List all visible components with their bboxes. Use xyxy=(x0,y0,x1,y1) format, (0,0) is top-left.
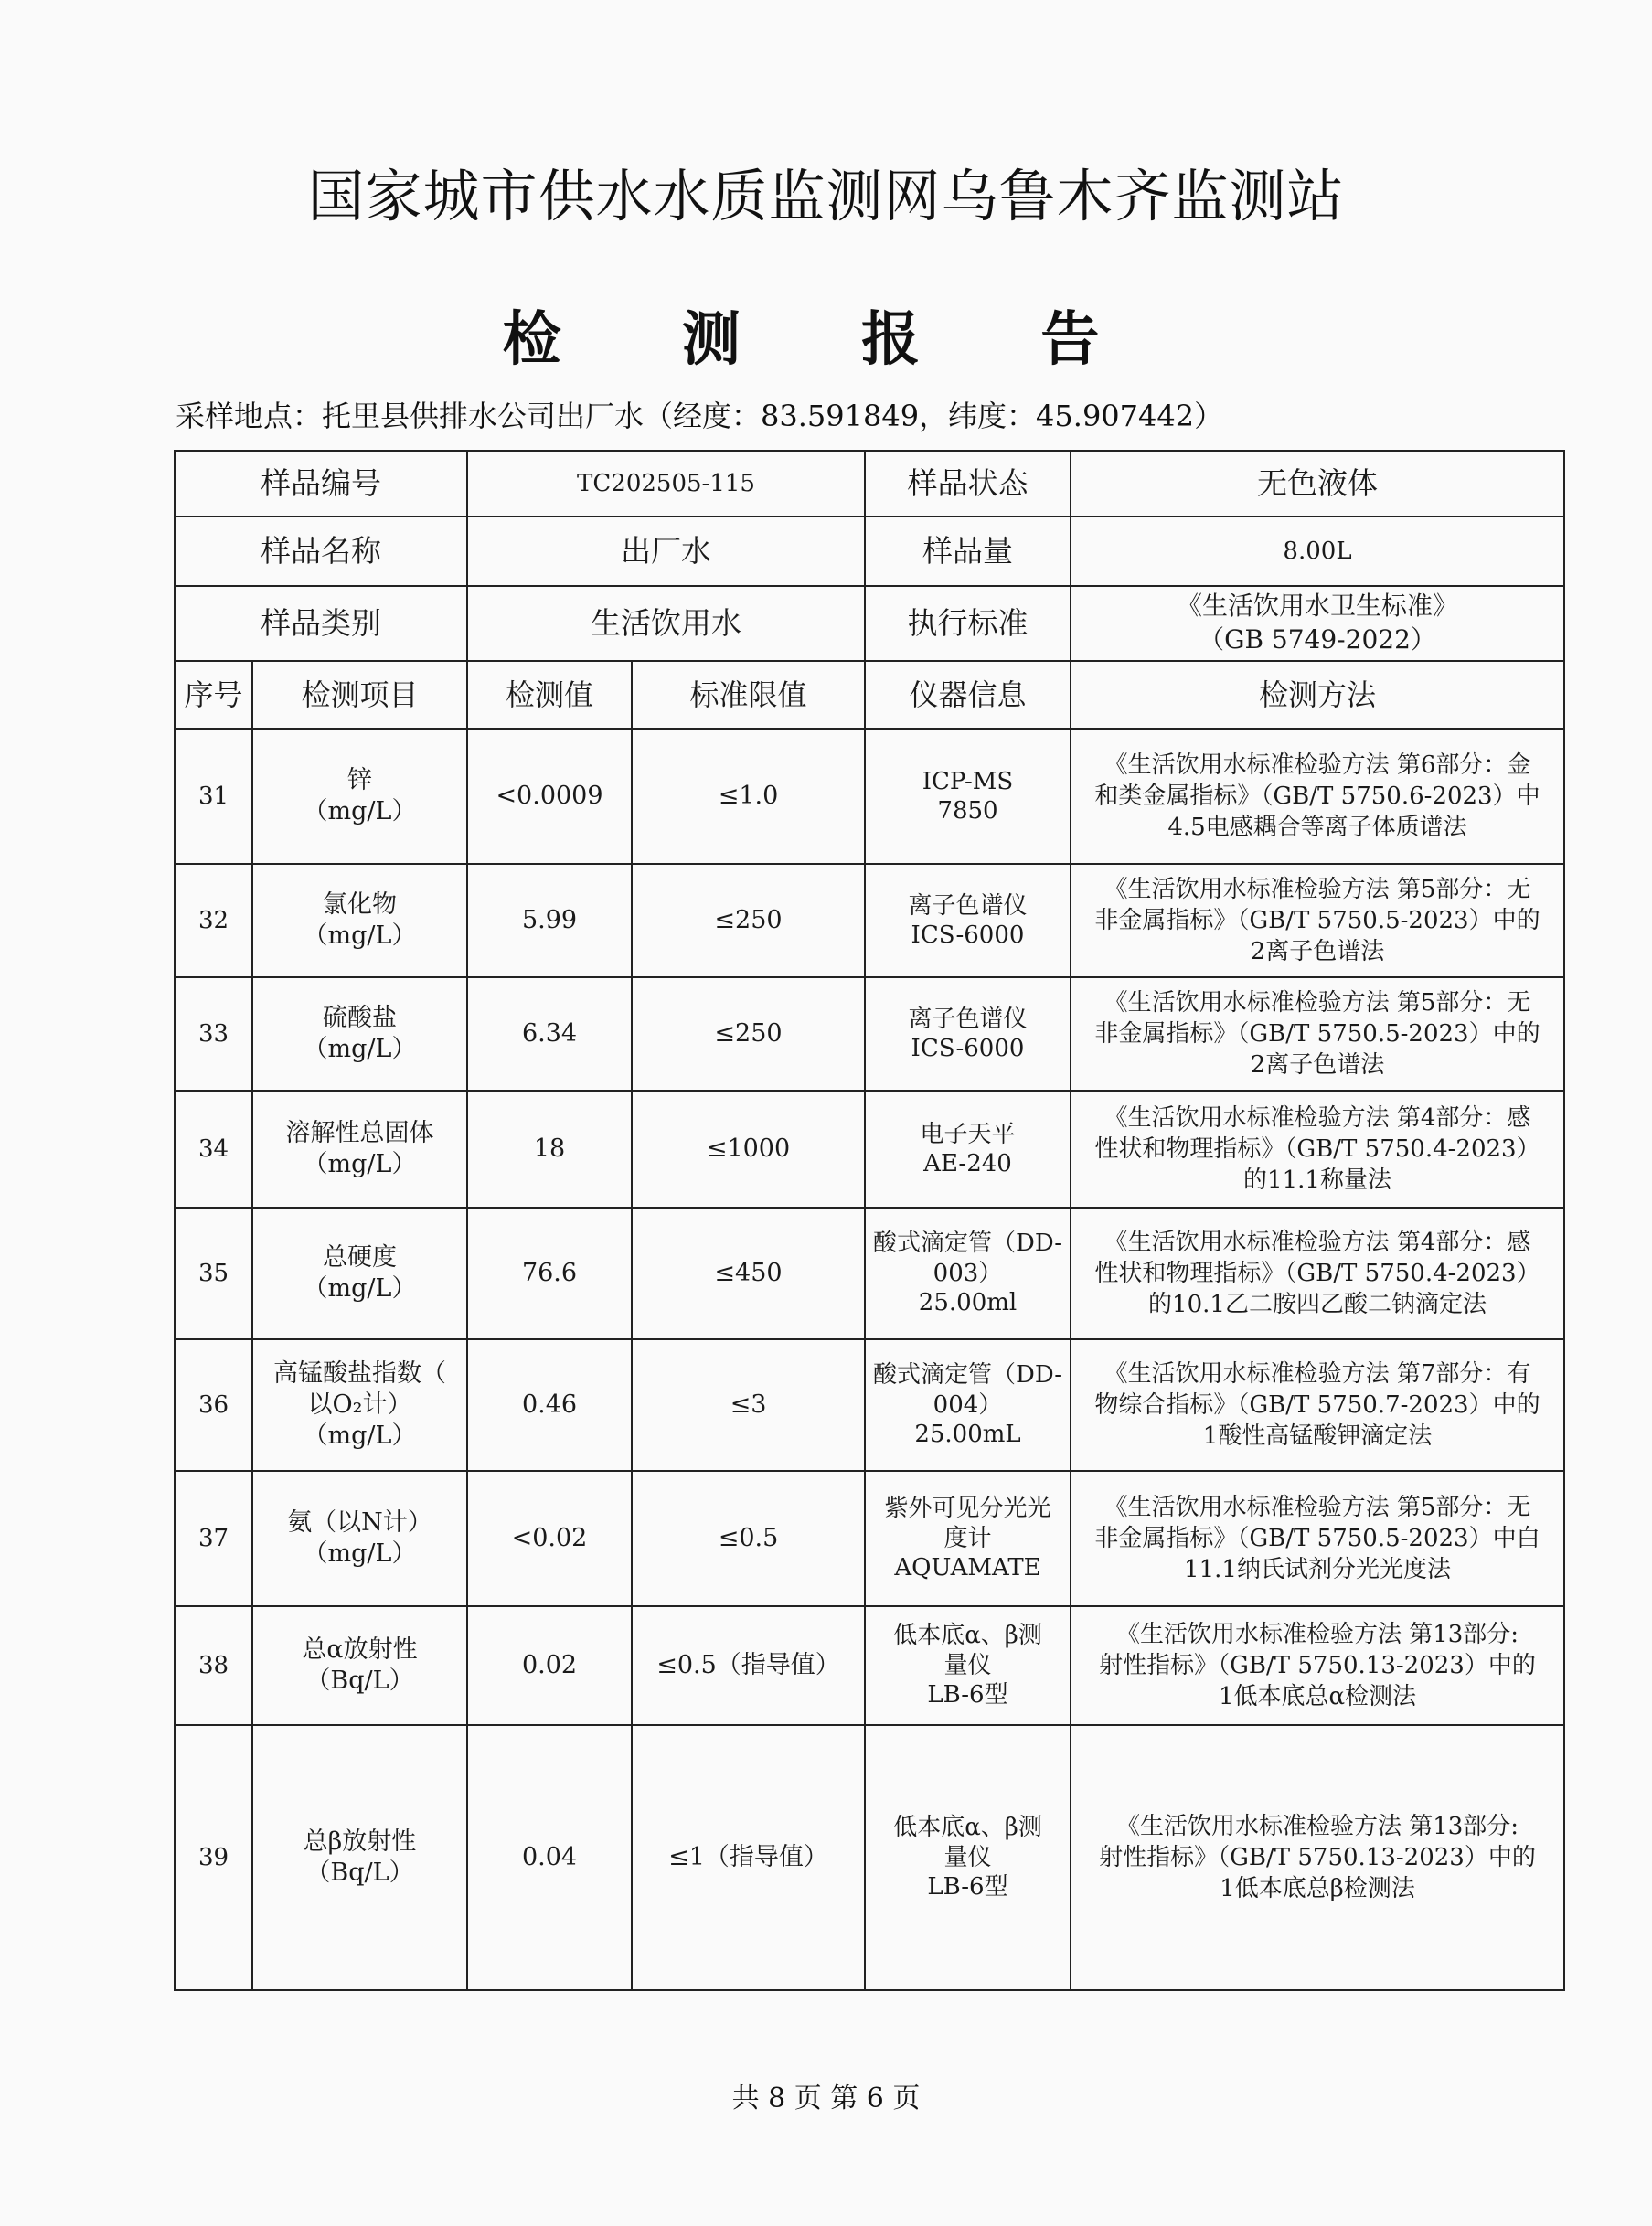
column-header: 检测项目 xyxy=(252,661,467,729)
row-instrument: 酸式滴定管（DD- 004） 25.00mL xyxy=(865,1339,1071,1471)
row-limit: ≤250 xyxy=(632,864,865,977)
row-item: 氨（以N计） （mg/L） xyxy=(252,1471,467,1606)
row-value: <0.02 xyxy=(467,1471,632,1606)
row-number: 31 xyxy=(175,729,252,864)
row-number: 34 xyxy=(175,1091,252,1208)
row-instrument: 酸式滴定管（DD- 003） 25.00ml xyxy=(865,1208,1071,1339)
table-row xyxy=(175,977,1564,1091)
row-instrument: 低本底α、β测 量仪 LB-6型 xyxy=(865,1606,1071,1725)
table-row xyxy=(175,1725,1564,1990)
row-item: 氯化物 （mg/L） xyxy=(252,864,467,977)
row-limit: ≤1.0 xyxy=(632,729,865,864)
row-method: 《生活饮用水标准检验方法 第4部分：感 性状和物理指标》（GB/T 5750.4-2023） 的11.1称量法 xyxy=(1071,1091,1564,1208)
row-limit: ≤450 xyxy=(632,1208,865,1339)
column-header: 检测方法 xyxy=(1071,661,1564,729)
table-row xyxy=(175,864,1564,977)
row-method: 《生活饮用水标准检验方法 第13部分: 射性指标》（GB/T 5750.13-2023）中的 1低本底总β检测法 xyxy=(1071,1725,1564,1990)
table-row xyxy=(175,729,1564,864)
row-number: 39 xyxy=(175,1725,252,1990)
sample-name-value: 出厂水 xyxy=(467,517,865,586)
row-value: 5.99 xyxy=(467,864,632,977)
row-number: 33 xyxy=(175,977,252,1091)
standard-value: 《生活饮用水卫生标准》 （GB 5749-2022） xyxy=(1071,586,1564,661)
sampling-location: 采样地点：托里县供排水公司出厂水（经度：83.591849，纬度：45.907442） xyxy=(176,399,1224,433)
row-method: 《生活饮用水标准检验方法 第6部分：金 和类金属指标》（GB/T 5750.6-2023）中 4.5电感耦合等离子体质谱法 xyxy=(1071,729,1564,864)
info-row xyxy=(175,586,1564,661)
sample-type-value: 生活饮用水 xyxy=(467,586,865,661)
sample-qty-value: 8.00L xyxy=(1071,517,1564,586)
row-value: 76.6 xyxy=(467,1208,632,1339)
report-title: 检 测 报 告 xyxy=(502,306,1150,374)
row-limit: ≤0.5 xyxy=(632,1471,865,1606)
row-limit: ≤250 xyxy=(632,977,865,1091)
info-row xyxy=(175,517,1564,586)
row-limit: ≤3 xyxy=(632,1339,865,1471)
table-row xyxy=(175,1471,1564,1606)
row-method: 《生活饮用水标准检验方法 第13部分: 射性指标》（GB/T 5750.13-2023）中的 1低本底总α检测法 xyxy=(1071,1606,1564,1725)
organization-title: 国家城市供水水质监测网乌鲁木齐监测站 xyxy=(307,163,1345,229)
sample-state-label: 样品状态 xyxy=(865,451,1071,517)
row-method: 《生活饮用水标准检验方法 第7部分：有 物综合指标》（GB/T 5750.7-2023）中的 1酸性高锰酸钾滴定法 xyxy=(1071,1339,1564,1471)
row-value: 0.02 xyxy=(467,1606,632,1725)
table-row xyxy=(175,1606,1564,1725)
report-table xyxy=(174,450,1565,1991)
row-limit: ≤0.5（指导值） xyxy=(632,1606,865,1725)
row-instrument: 电子天平 AE-240 xyxy=(865,1091,1071,1208)
row-value: <0.0009 xyxy=(467,729,632,864)
sample-no-label: 样品编号 xyxy=(175,451,467,517)
row-item: 溶解性总固体 （mg/L） xyxy=(252,1091,467,1208)
row-item: 总α放射性 （Bq/L） xyxy=(252,1606,467,1725)
sample-type-label: 样品类别 xyxy=(175,586,467,661)
column-header: 检测值 xyxy=(467,661,632,729)
standard-label: 执行标准 xyxy=(865,586,1071,661)
column-header: 仪器信息 xyxy=(865,661,1071,729)
row-limit: ≤1（指导值） xyxy=(632,1725,865,1990)
row-limit: ≤1000 xyxy=(632,1091,865,1208)
row-instrument: 离子色谱仪 ICS-6000 xyxy=(865,864,1071,977)
row-instrument: 离子色谱仪 ICS-6000 xyxy=(865,977,1071,1091)
sample-qty-label: 样品量 xyxy=(865,517,1071,586)
row-instrument: 紫外可见分光光 度计 AQUAMATE xyxy=(865,1471,1071,1606)
row-value: 18 xyxy=(467,1091,632,1208)
table-row xyxy=(175,1091,1564,1208)
table-row xyxy=(175,1339,1564,1471)
sample-state-value: 无色液体 xyxy=(1071,451,1564,517)
row-number: 32 xyxy=(175,864,252,977)
row-method: 《生活饮用水标准检验方法 第4部分：感 性状和物理指标》（GB/T 5750.4-2023） 的10.1乙二胺四乙酸二钠滴定法 xyxy=(1071,1208,1564,1339)
row-item: 高锰酸盐指数（ 以O₂计） （mg/L） xyxy=(252,1339,467,1471)
page-number: 共 8 页 第 6 页 xyxy=(731,2082,921,2114)
row-value: 6.34 xyxy=(467,977,632,1091)
column-header: 标准限值 xyxy=(632,661,865,729)
sample-no-value: TC202505-115 xyxy=(467,451,865,517)
table-row xyxy=(175,1208,1564,1339)
column-header-row xyxy=(175,661,1564,729)
row-method: 《生活饮用水标准检验方法 第5部分：无 非金属指标》（GB/T 5750.5-2023）中白 11.1纳氏试剂分光光度法 xyxy=(1071,1471,1564,1606)
column-header: 序号 xyxy=(175,661,252,729)
row-value: 0.04 xyxy=(467,1725,632,1990)
sample-name-label: 样品名称 xyxy=(175,517,467,586)
row-number: 35 xyxy=(175,1208,252,1339)
row-instrument: 低本底α、β测 量仪 LB-6型 xyxy=(865,1725,1071,1990)
info-row xyxy=(175,451,1564,517)
row-item: 总β放射性 （Bq/L） xyxy=(252,1725,467,1990)
row-item: 锌 （mg/L） xyxy=(252,729,467,864)
row-method: 《生活饮用水标准检验方法 第5部分：无 非金属指标》（GB/T 5750.5-2023）中的 2离子色谱法 xyxy=(1071,977,1564,1091)
row-instrument: ICP-MS 7850 xyxy=(865,729,1071,864)
row-number: 36 xyxy=(175,1339,252,1471)
row-value: 0.46 xyxy=(467,1339,632,1471)
row-item: 总硬度 （mg/L） xyxy=(252,1208,467,1339)
row-method: 《生活饮用水标准检验方法 第5部分：无 非金属指标》（GB/T 5750.5-2023）中的 2离子色谱法 xyxy=(1071,864,1564,977)
row-item: 硫酸盐 （mg/L） xyxy=(252,977,467,1091)
row-number: 37 xyxy=(175,1471,252,1606)
row-number: 38 xyxy=(175,1606,252,1725)
